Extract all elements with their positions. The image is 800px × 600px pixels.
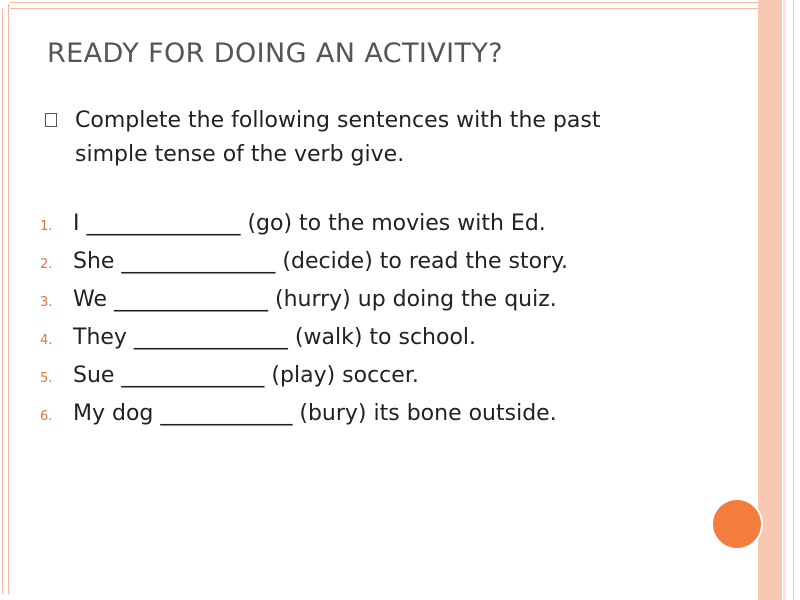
item-sentence: Sue _____________ (play) soccer. — [73, 363, 419, 388]
item-sentence: She ______________ (decide) to read the story. — [73, 249, 568, 274]
list-item — [40, 211, 720, 249]
item-number: 5. — [40, 371, 53, 386]
item-number: 1. — [40, 219, 53, 234]
item-sentence: My dog ____________ (bury) its bone outside. — [73, 401, 557, 426]
decorative-orange-circle — [713, 500, 761, 548]
square-bullet-icon — [45, 113, 57, 127]
item-sentence: We ______________ (hurry) up doing the quiz. — [73, 287, 557, 312]
slide-title: READY FOR DOING AN ACTIVITY? — [47, 38, 504, 69]
frame-line-right — [793, 0, 794, 600]
list-item — [40, 249, 720, 287]
list-item — [40, 401, 720, 439]
decorative-column — [758, 0, 782, 600]
decorative-column-edge — [783, 0, 786, 600]
frame-line-top-outer — [10, 2, 762, 3]
list-item — [40, 325, 720, 363]
instruction-bullet — [45, 104, 665, 172]
frame-line-top-inner — [10, 8, 762, 9]
item-number: 4. — [40, 333, 53, 348]
list-item — [40, 287, 720, 325]
instruction-text: Complete the following sentences with the past simple tense of the verb give. — [75, 108, 601, 167]
item-sentence: I ______________ (go) to the movies with Ed. — [73, 211, 546, 236]
exercise-list — [40, 211, 720, 439]
list-item — [40, 363, 720, 401]
frame-line-left-inner — [8, 4, 9, 594]
item-number: 2. — [40, 257, 53, 272]
item-sentence: They ______________ (walk) to school. — [73, 325, 477, 350]
item-number: 6. — [40, 409, 53, 424]
frame-line-left-outer — [2, 8, 3, 594]
item-number: 3. — [40, 295, 53, 310]
